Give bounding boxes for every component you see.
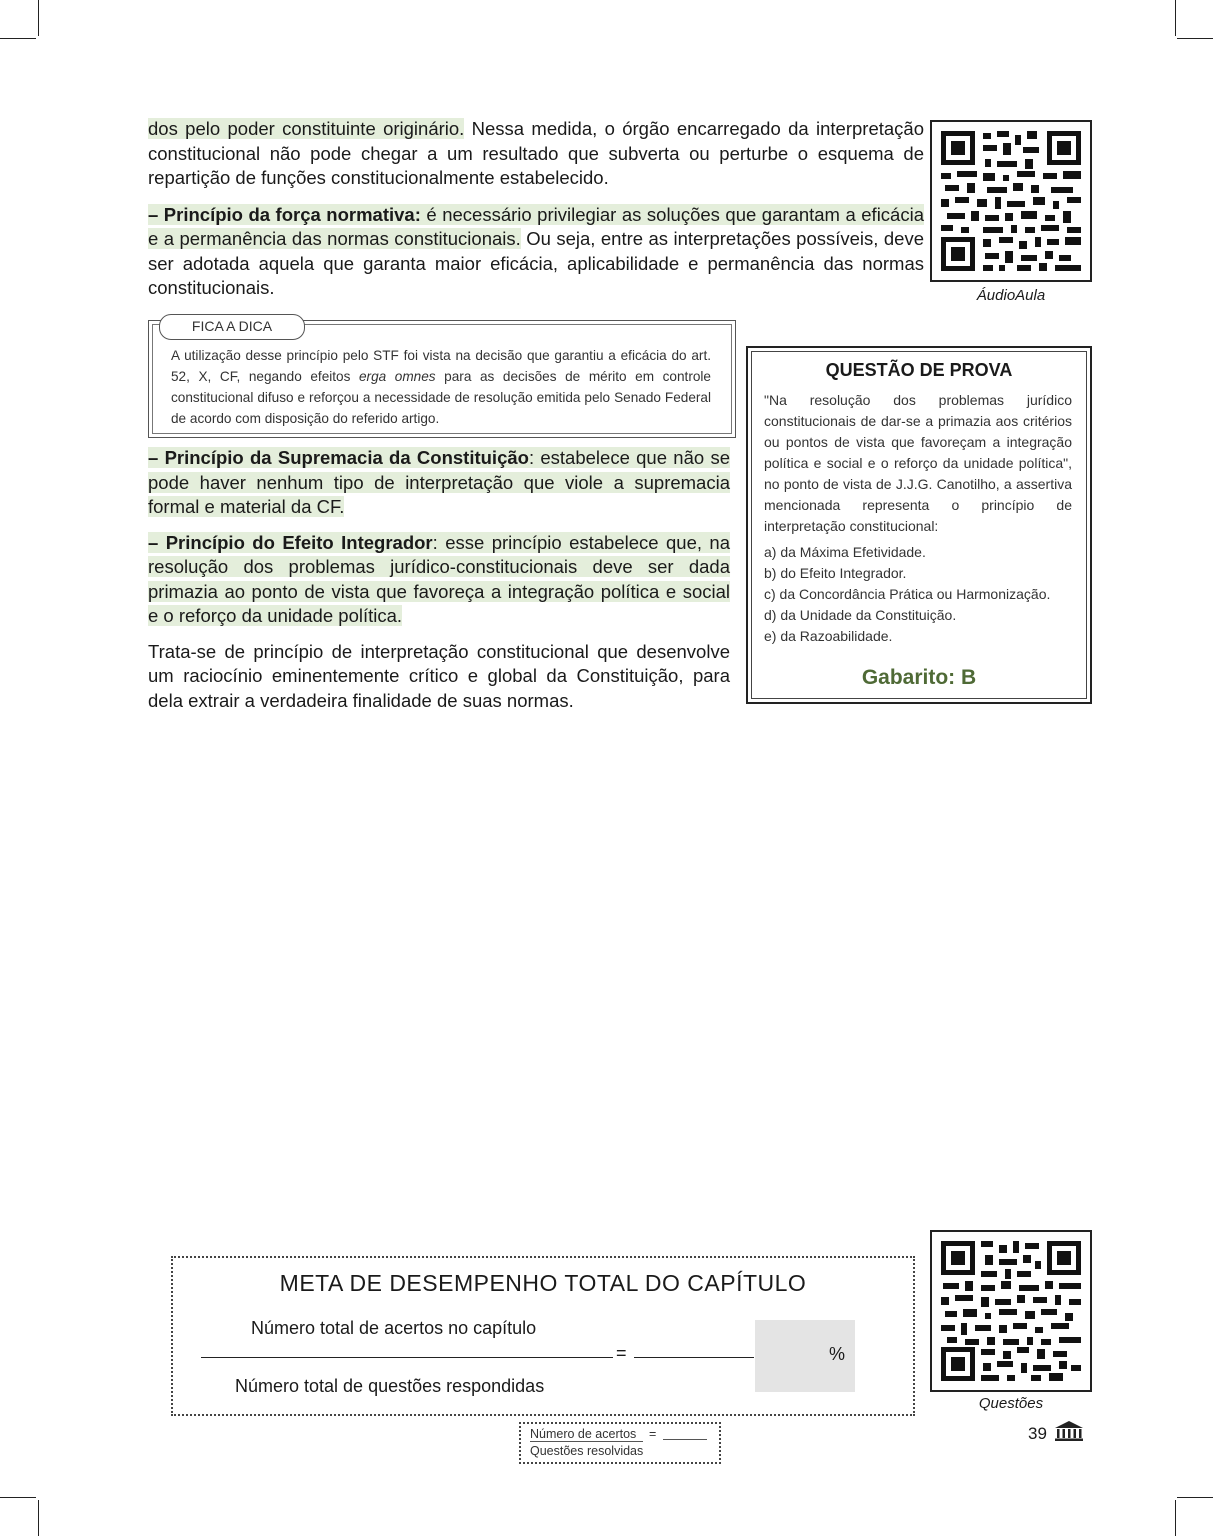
question-box: [746, 346, 1092, 704]
question-title: QUESTÃO DE PROVA: [825, 360, 1013, 380]
result-blank[interactable]: [634, 1357, 754, 1358]
crop-mark: [0, 1497, 36, 1498]
answer-key: Gabarito: B: [861, 666, 977, 689]
principle-heading: – Princípio do Efeito Integrador: [148, 531, 433, 553]
crop-mark: [38, 0, 39, 36]
paragraph-efeito-integrador: – Princípio do Efeito Integrador: esse princípio estabelece que, na resolução dos problemas jurídico-constitucionais deve ser dada primazia ao ponto de vista que favoreça a integração política e social e o reforço da unidade política.: [148, 531, 731, 626]
tip-tag: FICA A DICA: [159, 314, 305, 340]
numerator-label: Número total de acertos no capítulo: [251, 1318, 537, 1338]
question-options: [764, 542, 1072, 647]
question-option: c) da Concordância Prática ou Harmonização.: [764, 586, 1051, 602]
audio-qr-code[interactable]: [930, 120, 1092, 282]
paragraph-repartition: dos pelo poder constituinte originário. Nessa medida, o órgão encarregado da interpretação constitucional não pode chegar a um resultado que subverta ou perturbe o esquema de repartição de funções constitucionalmente estabelecido.: [148, 118, 925, 188]
principle-heading: – Princípio da força normativa:: [148, 203, 421, 225]
result-blank[interactable]: [663, 1439, 707, 1440]
question-option: e) da Razoabilidade.: [764, 628, 893, 644]
principle-heading: – Princípio da Supremacia da Constituição: [148, 447, 529, 468]
solved-label: Questões resolvidas: [530, 1444, 644, 1458]
main-text-left: [148, 446, 730, 713]
crop-mark: [38, 1500, 39, 1536]
fraction-line: [201, 1357, 613, 1358]
paragraph-supremacia: – Princípio da Supremacia da Constituição: estabelece que não se pode haver nenhum tipo de interpretação que viole a supremacia formal e material da CF.: [148, 447, 730, 517]
crop-mark: [0, 38, 36, 39]
audio-qr-caption: ÁudioAula: [976, 287, 1046, 304]
question-text: "Na resolução dos problemas jurídico constitucionais de dar-se a primazia aos critérios ou pontos de vista que favoreçam a integração política e social e o reforço da unidade política", no ponto de vista de J.J.G. Canotilho, a assertiva mencionada representa o princípio de interpretação constitucional:: [764, 392, 1072, 534]
tip-text: A utilização desse princípio pelo STF foi vista na decisão que garantiu a eficácia do art. 52, X, CF, negando efeitos erga omnes para as decisões de mérito em controle constitucional difuso e reforçou a necessidade de resolução emitida pelo Senado Federal de acordo com disposição do referido artigo.: [171, 348, 711, 426]
qr-code-icon: [941, 131, 1081, 271]
equals-sign: =: [649, 1427, 657, 1441]
percent-sign: %: [828, 1344, 845, 1364]
equals-sign: =: [616, 1343, 627, 1363]
qr-code-icon: [941, 1241, 1081, 1381]
crop-mark: [1175, 1500, 1176, 1536]
main-text-top: [148, 117, 924, 301]
questions-qr-code[interactable]: [930, 1230, 1092, 1392]
crop-mark: [1175, 0, 1176, 36]
percent-field[interactable]: [755, 1320, 855, 1392]
highlight-text: dos pelo poder constituinte originário.: [148, 118, 465, 139]
crop-mark: [1177, 38, 1213, 39]
denominator-label: Número total de questões respondidas: [235, 1376, 545, 1396]
question-option: a) da Máxima Efetividade.: [764, 544, 926, 560]
performance-goal-title: META DE DESEMPENHO TOTAL DO CAPÍTULO: [279, 1270, 807, 1296]
paragraph-forca-normativa: – Princípio da força normativa: é necessário privilegiar as soluções que garantam a eficácia e a permanência das normas constitucionais. Ou seja, entre as interpretações possíveis, deve ser adotada aquela que garanta maior eficácia, aplicabilidade e permanência das normas constitucionais.: [148, 203, 924, 298]
questions-qr-caption: Questões: [978, 1395, 1044, 1412]
score-counter-box: [519, 1422, 721, 1464]
paragraph-conclusion: Trata-se de princípio de interpretação constitucional que desenvolve um raciocínio eminentemente crítico e global da Constituição, para dela extrair a verdadeira finalidade de suas normas.: [148, 640, 730, 711]
crop-mark: [1177, 1497, 1213, 1498]
question-option: b) do Efeito Integrador.: [764, 565, 907, 581]
performance-goal-box: [171, 1256, 915, 1416]
fraction-line: [530, 1441, 643, 1442]
tip-box: [148, 320, 736, 438]
question-option: d) da Unidade da Constituição.: [764, 607, 957, 623]
courthouse-icon: [1054, 1420, 1084, 1447]
hits-label: Número de acertos: [530, 1427, 637, 1441]
page-number: 39: [1028, 1424, 1047, 1443]
